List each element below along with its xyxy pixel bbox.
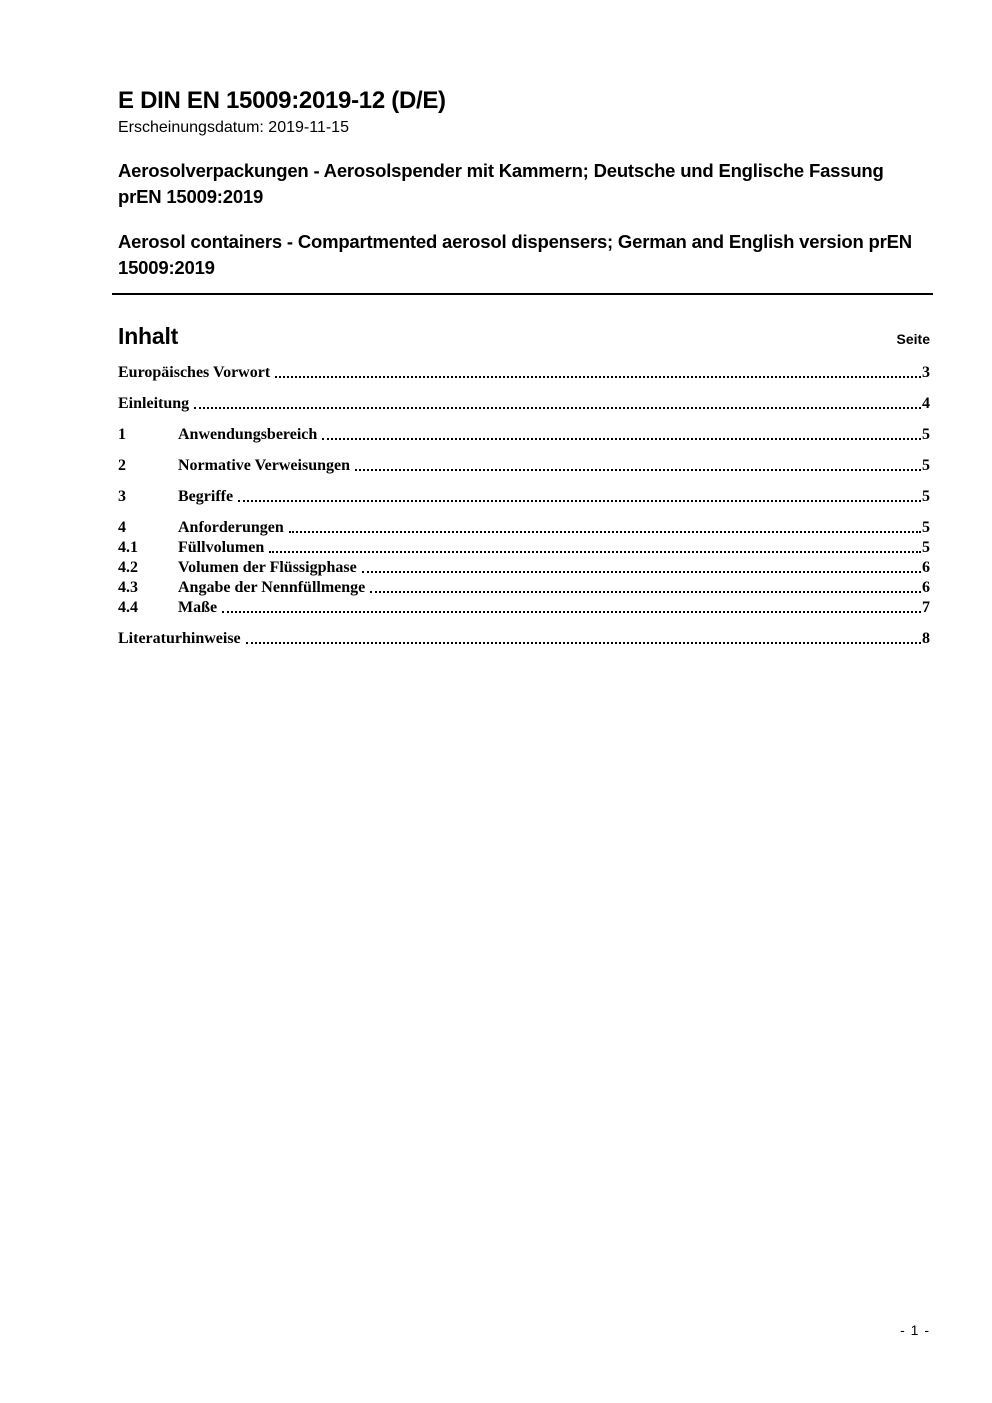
toc-entry-number: 4.1 (118, 539, 138, 556)
toc-entry-number: 1 (118, 426, 126, 443)
toc-entry-page: 5 (922, 457, 930, 474)
toc-entry-page: 8 (922, 630, 930, 647)
toc-entry-title: Angabe der Nennfüllmenge (178, 579, 366, 596)
footer-page-number: - 1 - (900, 1322, 930, 1338)
toc-entry-number: 4.3 (118, 579, 138, 596)
toc-row (118, 457, 930, 474)
toc-entry-title: Einleitung (118, 395, 190, 412)
toc-leader-dots (370, 591, 921, 593)
toc-row (118, 559, 930, 576)
separator-rule (112, 293, 933, 295)
toc-entry-page: 6 (922, 579, 930, 596)
toc-entry-title: Volumen der Flüssigphase (178, 559, 357, 576)
toc-row (118, 599, 930, 616)
toc-row (118, 630, 930, 647)
toc-leader-dots (289, 531, 921, 533)
toc-entry-page: 7 (922, 599, 930, 616)
toc-row (118, 539, 930, 556)
toc-row (118, 426, 930, 443)
toc-entry-page: 5 (922, 426, 930, 443)
toc-entry-page: 5 (922, 539, 930, 556)
toc-entry-title: Füllvolumen (178, 539, 265, 556)
table-of-contents (118, 364, 930, 647)
toc-leader-dots (275, 376, 921, 378)
toc-entry-title: Literaturhinweise (118, 630, 241, 647)
toc-entry-title: Normative Verweisungen (178, 457, 350, 474)
toc-page-column-label: Seite (896, 331, 930, 347)
toc-entry-title: Anwendungsbereich (178, 426, 318, 443)
toc-leader-dots (194, 407, 921, 409)
toc-entry-number: 4.4 (118, 599, 138, 616)
toc-entry-page: 5 (922, 519, 930, 536)
toc-leader-dots (246, 642, 921, 644)
publication-date: Erscheinungsdatum: 2019-11-15 (118, 119, 349, 136)
toc-row (118, 488, 930, 505)
toc-leader-dots (355, 469, 921, 471)
toc-leader-dots (238, 500, 921, 502)
title-german: Aerosolverpackungen - Aerosolspender mit Kammern; Deutsche und Englische Fassung prEN 15009:2019 (118, 160, 884, 207)
toc-row (118, 519, 930, 536)
title-english: Aerosol containers - Compartmented aerosol dispensers; German and English version prEN 15009:2019 (118, 231, 912, 278)
toc-entry-number: 4.2 (118, 559, 138, 576)
toc-entry-number: 2 (118, 457, 126, 474)
toc-leader-dots (222, 611, 921, 613)
toc-leader-dots (269, 551, 921, 553)
toc-heading: Inhalt (118, 323, 179, 349)
toc-entry-title: Begriffe (178, 488, 234, 505)
toc-entry-number: 3 (118, 488, 126, 505)
toc-entry-page: 5 (922, 488, 930, 505)
document-title: E DIN EN 15009:2019-12 (D/E) (118, 87, 446, 114)
toc-entry-page: 6 (922, 559, 930, 576)
toc-entry-title: Europäisches Vorwort (118, 364, 271, 381)
page-content (118, 0, 930, 647)
toc-header (118, 322, 930, 350)
toc-leader-dots (322, 438, 921, 440)
toc-leader-dots (362, 571, 921, 573)
toc-entry-page: 3 (922, 364, 930, 381)
toc-row (118, 364, 930, 381)
toc-entry-number: 4 (118, 519, 126, 536)
toc-entry-title: Anforderungen (178, 519, 284, 536)
toc-row (118, 579, 930, 596)
toc-entry-page: 4 (922, 395, 930, 412)
toc-row (118, 395, 930, 412)
toc-entry-title: Maße (178, 599, 218, 616)
